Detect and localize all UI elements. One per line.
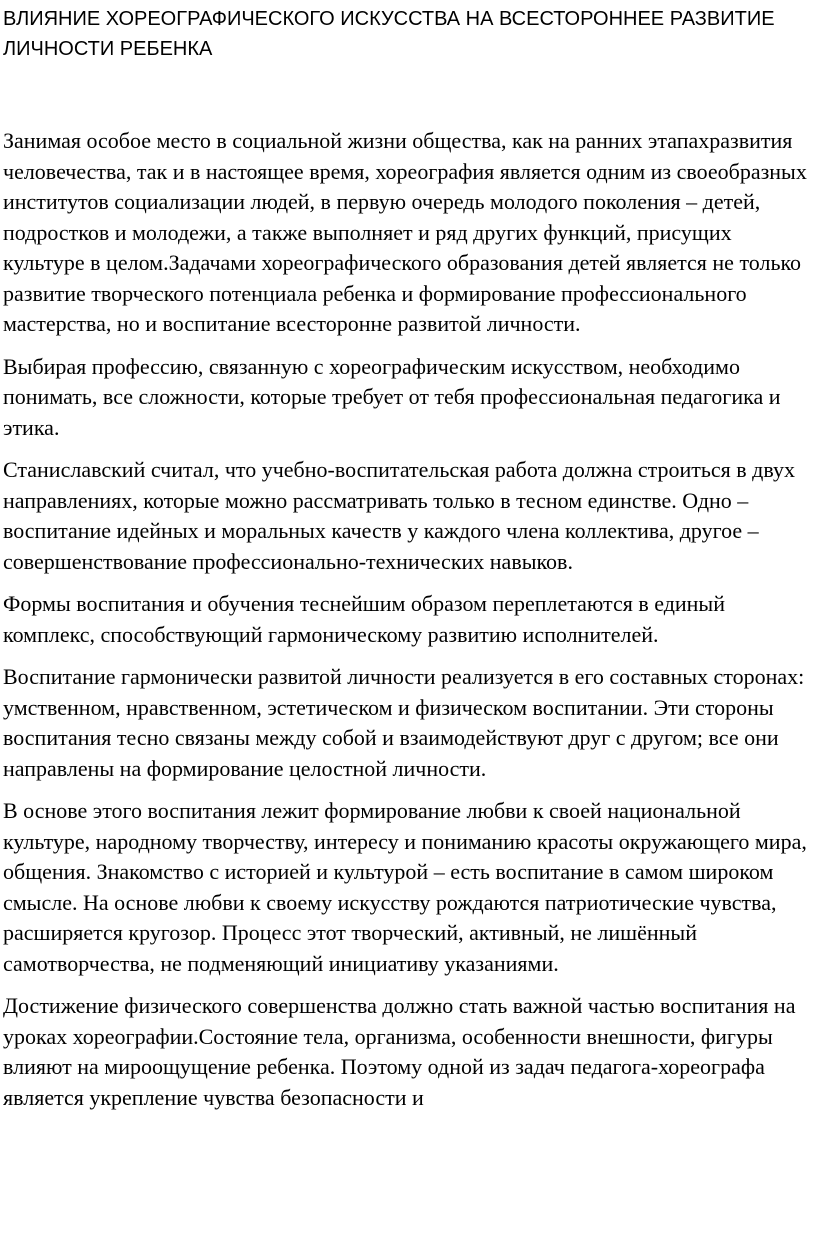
paragraph-forms: Формы воспитания и обучения теснейшим образом переплетаются в единый комплекс, способствующий гармоническому развитию исполнителей. [3, 591, 725, 647]
paragraph-physical: Достижение физического совершенства должно стать важной частью воспитания на уроках хореографии.Состояние тела, организма, особенности внешности, фигуры влияют на мироощущение ребенка. Поэтому одной из задач педагога-хореографа является укрепление чувства безопасности и [3, 993, 796, 1110]
paragraph-stanislavsky: Станиславский считал, что учебно-воспитательская работа должна строиться в двух направлениях, которые можно рассматривать только в тесном единстве. Одно – воспитание идейных и моральных качеств у каждого члена коллектива, другое – совершенствование профессионально-технических навыков. [3, 457, 796, 574]
paragraph-harmonious: Воспитание гармонически развитой личности реализуется в его составных сторонах: умственном, нравственном, эстетическом и физическом воспитании. Эти стороны воспитания тесно связаны между собой и взаимодействуют друг с другом; все они направлены на формирование целостной личности. [3, 664, 805, 781]
document-title: ВЛИЯНИЕ ХОРЕОГРАФИЧЕСКОГО ИСКУССТВА НА ВСЕСТОРОННЕЕ РАЗВИТИЕ ЛИЧНОСТИ РЕБЕНКА [3, 8, 775, 60]
paragraph-intro: Занимая особое место в социальной жизни общества, как на ранних этапахразвития человечества, так и в настоящее время, хореография является одним из своеобразных институтов социализации людей, в первую очередь молодого поколения – детей, подростков и молодежи, а также выполняет и ряд других функций, присущих культуре в целом.Задачами хореографического образования детей является не только развитие творческого потенциала ребенка и формирование профессионального мастерства, но и воспитание всесторонне развитой личности. [3, 128, 807, 336]
paragraph-culture: В основе этого воспитания лежит формирование любви к своей национальной культуре, народному творчеству, интересу и пониманию красоты окружающего мира, общения. Знакомство с историей и культурой – есть воспитание в самом широком смысле. На основе любви к своему искусству рождаются патриотические чувства, расширяется кругозор. Процесс этот творческий, активный, не лишённый самотворчества, не подменяющий инициативу указаниями. [3, 798, 807, 976]
paragraph-profession: Выбирая профессию, связанную с хореографическим искусством, необходимо понимать, все сложности, которые требует от тебя профессиональная педагогика и этика. [3, 353, 781, 440]
